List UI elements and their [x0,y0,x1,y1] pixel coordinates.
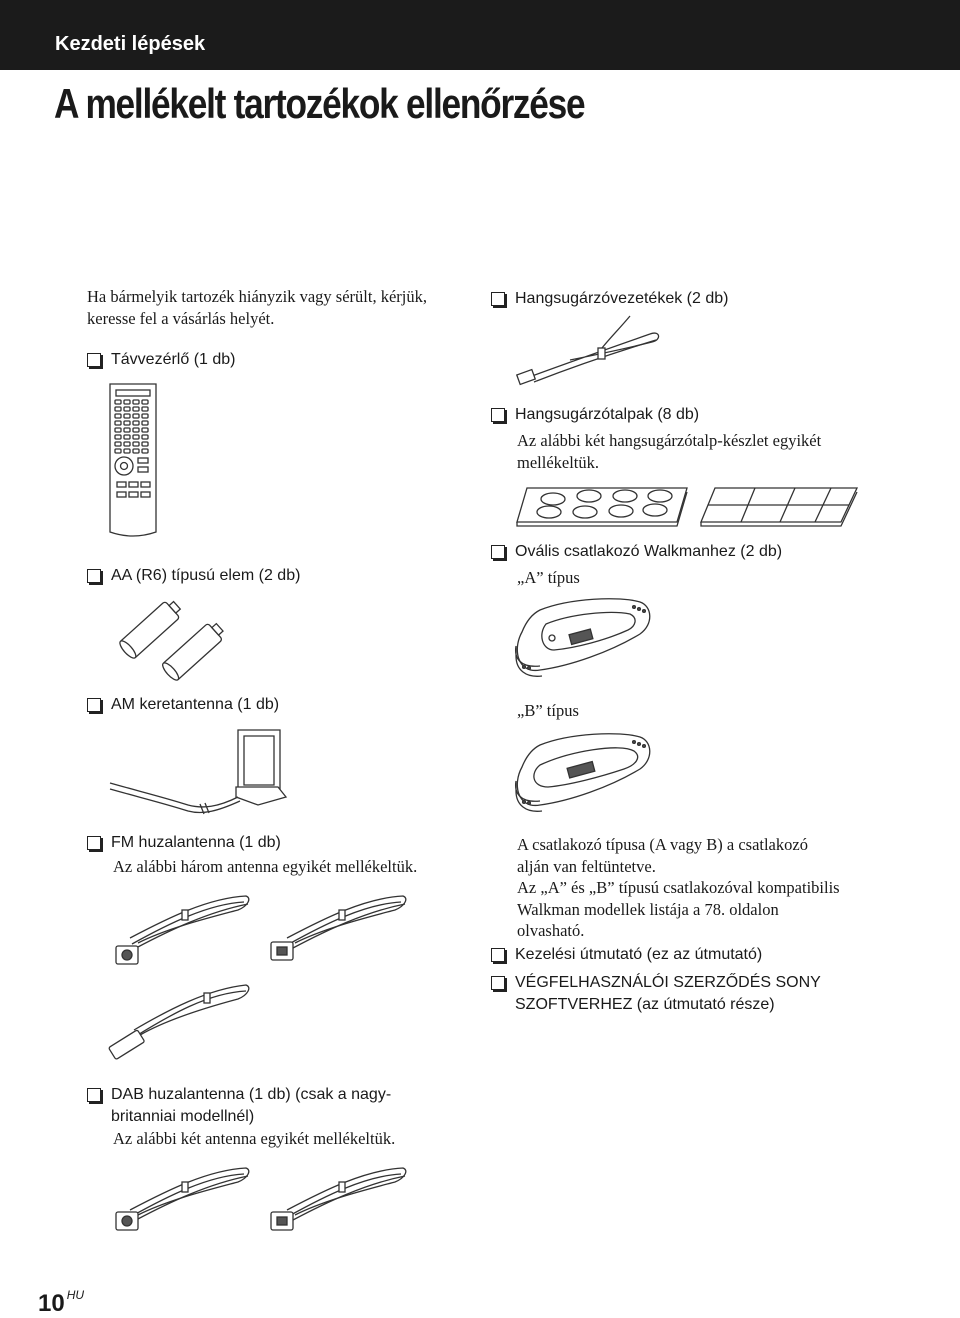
checkbox-icon [491,948,505,962]
checkbox-icon [491,545,505,559]
speaker-pads-note-line-1: Az alábbi két hangsugárzótalp-készlet egyikét [517,431,822,450]
speaker-cords-label: Hangsugárzóvezetékek (2 db) [515,290,729,307]
adapter-note [517,834,840,942]
adapter-type-b-label: „B” típus [517,701,579,720]
dab-antenna-note: Az alábbi két antenna egyikét mellékeltük. [113,1129,396,1148]
intro-line-1: Ha bármelyik tartozék hiányzik vagy sérült, kérjük, [87,287,427,306]
adapter-note-line-4: Walkman modellek listája a 78. oldalon [517,899,779,919]
adapter-type-b-illustration [510,725,655,817]
checklist-item-fm-antenna [87,832,281,854]
checkbox-icon [87,1088,101,1102]
battery-illustration [108,590,243,685]
dab-antenna-label-line-1: DAB huzalantenna (1 db) (csak a nagy- [111,1086,392,1103]
intro-text [87,286,427,329]
checkbox-icon [491,976,505,990]
fm-antenna-illustration-1 [108,888,253,973]
dab-antenna-illustration-2 [265,1160,410,1245]
speaker-pads-note-line-2: mellékeltük. [517,452,600,472]
eula-label [515,972,821,1016]
fm-antenna-illustration-2 [265,888,410,973]
eula-label-line-1: VÉGFELHASZNÁLÓI SZERZŐDÉS SONY [515,974,821,991]
checkbox-icon [87,836,101,850]
adapter-note-line-5: olvasható. [517,921,585,940]
checklist-item-eula [491,972,821,1016]
dab-antenna-illustration-1 [108,1160,253,1245]
fm-antenna-note: Az alábbi három antenna egyikét mellékeltük. [113,857,418,876]
adapter-note-line-2: alján van feltüntetve. [517,856,656,876]
fm-antenna-label: FM huzalantenna (1 db) [111,834,281,851]
dab-antenna-label [111,1084,391,1128]
adapter-type-a-label: „A” típus [517,568,580,587]
intro-line-2: keresse fel a vásárlás helyét. [87,308,275,328]
fm-antenna-illustration-3 [108,975,253,1060]
checklist-item-speaker-cords [491,288,728,310]
adapter-note-line-3: Az „A” és „B” típusú csatlakozóval kompatibilis [517,878,840,897]
eula-label-line-2: SZOFTVERHEZ (az útmutató része) [515,996,775,1013]
speaker-pads-illustration [515,484,860,528]
speaker-cord-illustration [510,312,670,392]
adapter-note-line-1: A csatlakozó típusa (A vagy B) a csatlakozó [517,835,808,854]
speaker-pads-note [517,430,821,473]
manual-label: Kezelési útmutató (ez az útmutató) [515,946,763,963]
dab-antenna-label-line-2: britanniai modellnél) [111,1108,255,1125]
am-antenna-label: AM keretantenna (1 db) [111,696,280,713]
battery-label: AA (R6) típusú elem (2 db) [111,567,301,584]
checkbox-icon [87,353,101,367]
checklist-item-remote [87,349,236,371]
page-language-suffix: HU [66,1288,85,1302]
am-loop-antenna-illustration [108,725,298,820]
speaker-pads-label: Hangsugárzótalpak (8 db) [515,406,700,423]
checkbox-icon [491,408,505,422]
remote-label: Távvezérlő (1 db) [111,351,236,368]
checklist-item-batteries [87,565,300,587]
checklist-item-walkman-adapter [491,541,782,563]
checklist-item-manual [491,944,762,966]
checklist-item-am-antenna [87,694,279,716]
page-title: A mellékelt tartozékok ellenőrzése [54,80,585,127]
remote-control-illustration [106,382,166,540]
section-header-bar [0,0,960,70]
checklist-item-dab-antenna [87,1084,391,1128]
section-label: Kezdeti lépések [55,33,206,55]
page-number-value: 10 [38,1290,65,1317]
checkbox-icon [491,292,505,306]
checklist-item-speaker-pads [491,404,699,426]
adapter-label: Ovális csatlakozó Walkmanhez (2 db) [515,543,783,560]
checkbox-icon [87,698,101,712]
adapter-type-a-illustration [510,590,655,682]
checkbox-icon [87,569,101,583]
